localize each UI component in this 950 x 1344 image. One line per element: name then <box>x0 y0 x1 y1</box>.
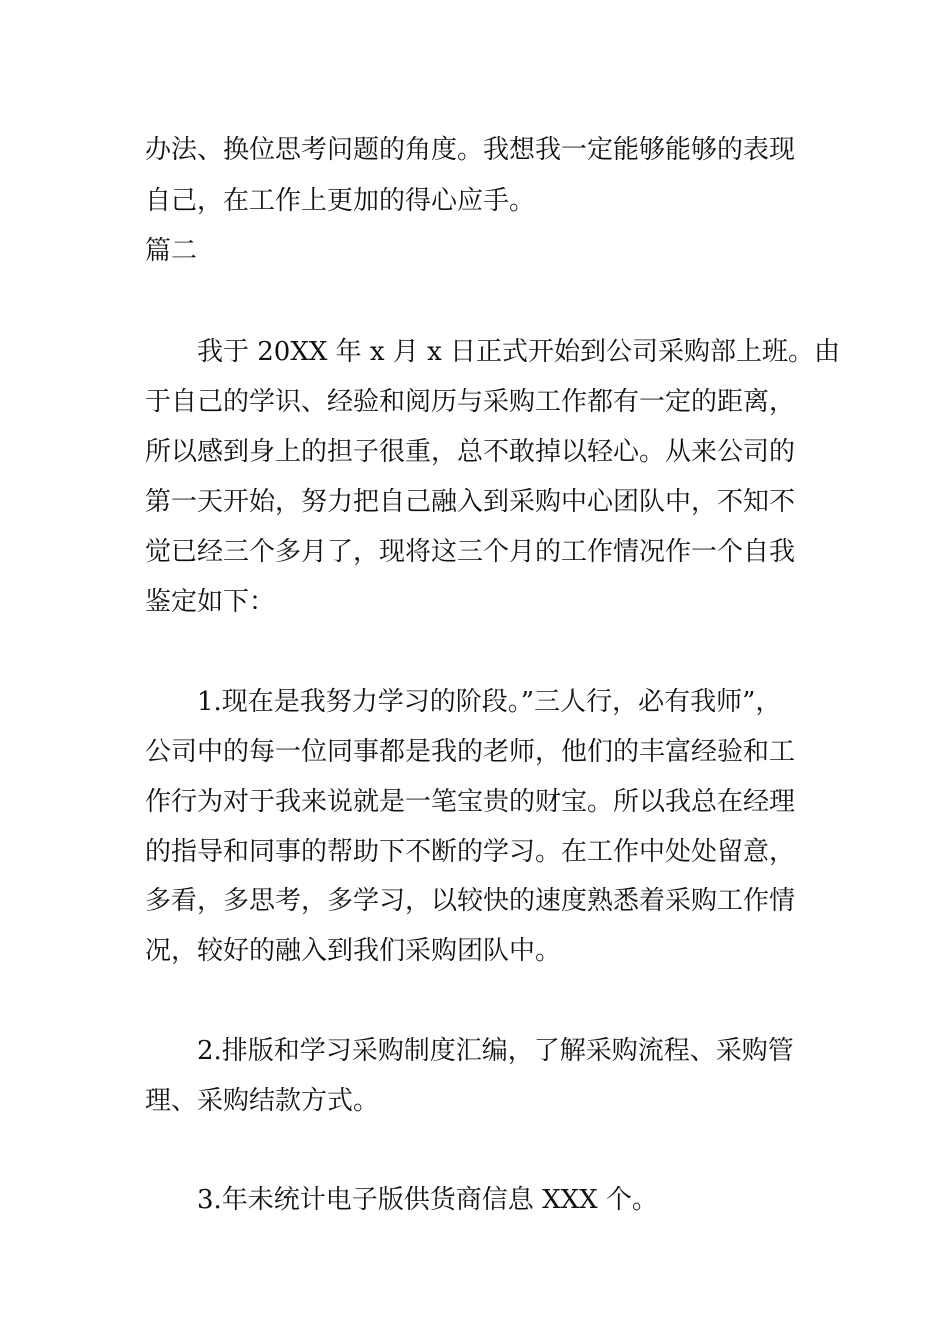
text-line: 公司中的每一位同事都是我的老师，他们的丰富经验和工 <box>145 737 796 767</box>
section-heading: 篇二 <box>145 236 198 266</box>
list-item-2: 2.排版和学习采购制度汇编，了解采购流程、采购管 <box>197 1036 794 1066</box>
text-line: 多看，多思考，多学习，以较快的速度熟悉着采购工作情 <box>145 886 796 916</box>
text-line: 作行为对于我来说就是一笔宝贵的财宝。所以我总在经理 <box>145 787 796 817</box>
text-line: 所以感到身上的担子很重，总不敢掉以轻心。从来公司的 <box>145 437 796 467</box>
list-item-3: 3.年未统计电子版供货商信息 XXX 个。 <box>197 1185 658 1215</box>
list-item-1: 1.现在是我努力学习的阶段。”三人行，必有我师”， <box>197 687 782 717</box>
text-line: 第一天开始，努力把自己融入到采购中心团队中，不知不 <box>145 487 796 517</box>
text-line: 我于 20XX 年 x 月 x 日正式开始到公司采购部上班。由 <box>197 337 841 367</box>
text-line: 的指导和同事的帮助下不断的学习。在工作中处处留意， <box>145 837 796 867</box>
text-line: 况，较好的融入到我们采购团队中。 <box>145 936 562 966</box>
text-line: 觉已经三个多月了，现将这三个月的工作情况作一个自我 <box>145 537 796 567</box>
text-line: 鉴定如下： <box>145 587 276 617</box>
text-line: 办法、换位思考问题的角度。我想我一定能够能够的表现 <box>145 135 796 165</box>
text-line: 于自己的学识、经验和阅历与采购工作都有一定的距离， <box>145 387 796 417</box>
text-line: 自己，在工作上更加的得心应手。 <box>145 186 536 216</box>
text-line: 理、采购结款方式。 <box>145 1086 380 1116</box>
